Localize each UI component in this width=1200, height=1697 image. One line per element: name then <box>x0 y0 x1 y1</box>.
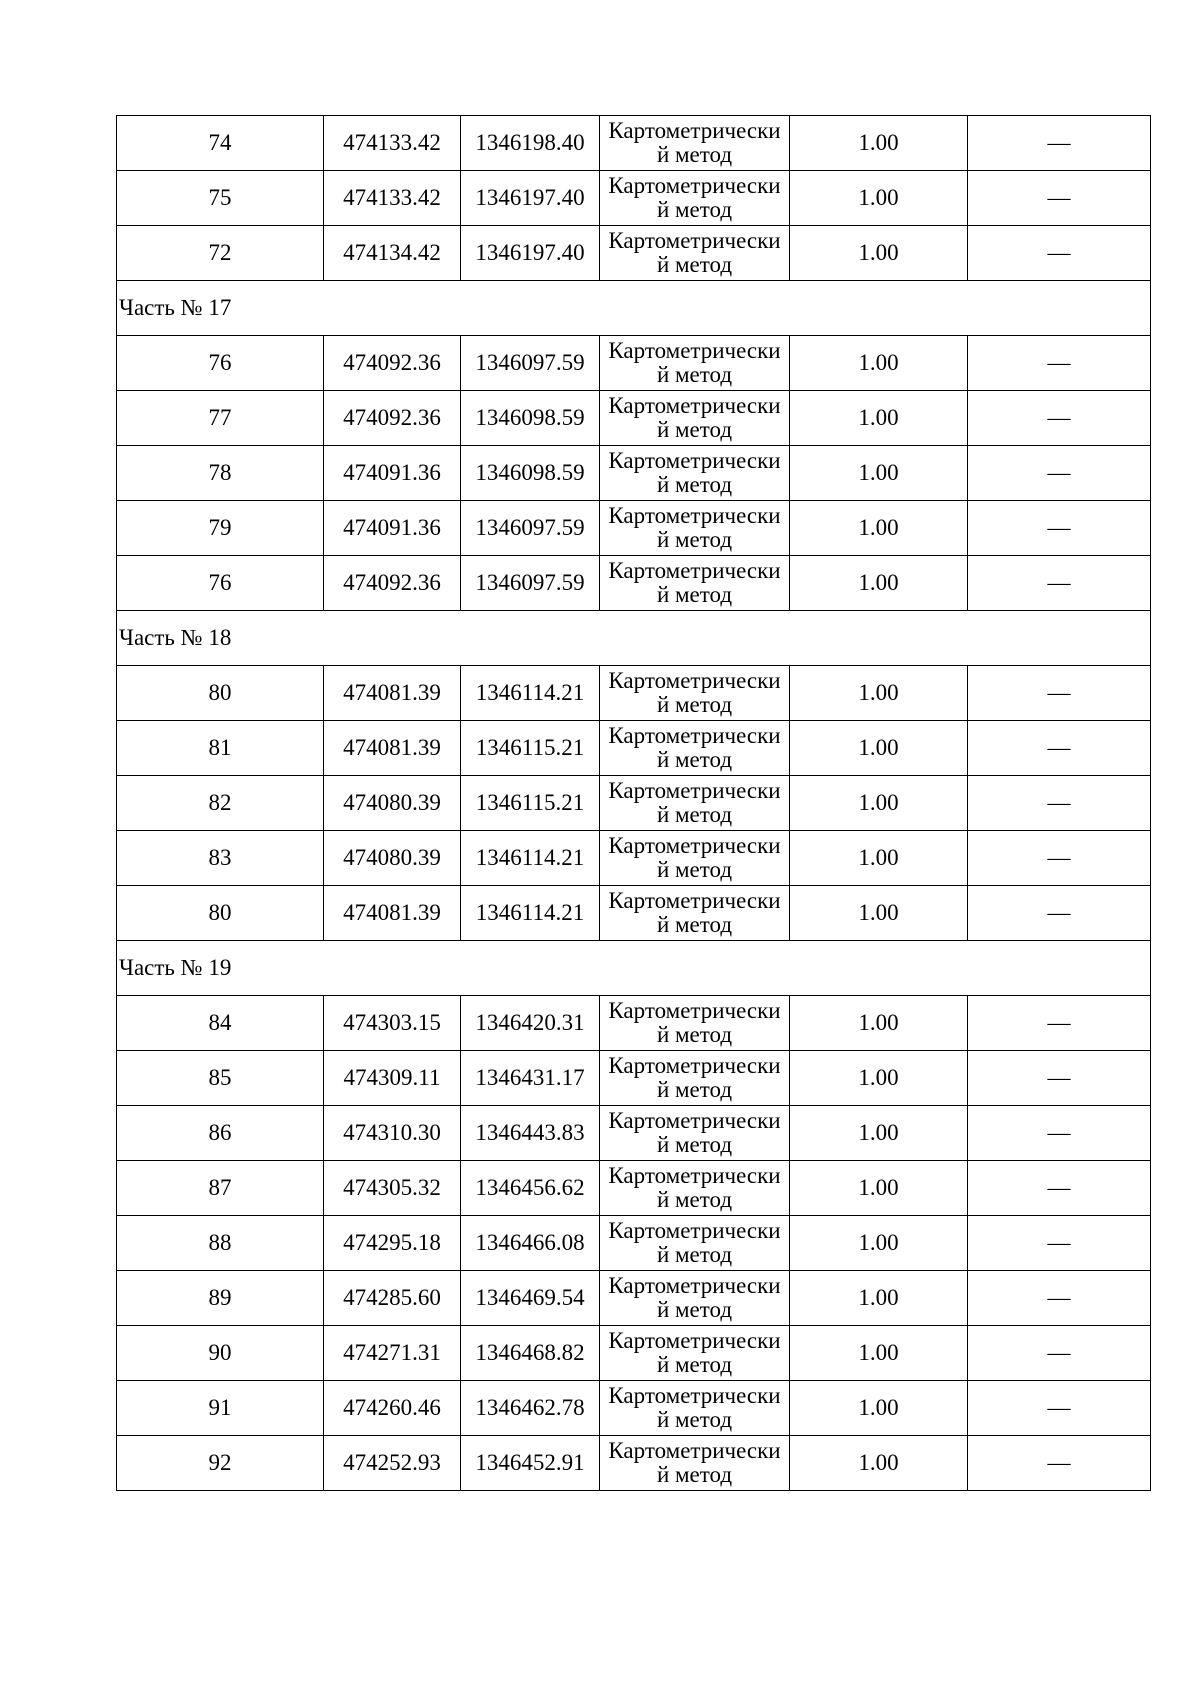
note-cell: — <box>968 446 1151 501</box>
point-number-cell: 82 <box>117 776 324 831</box>
method-cell <box>600 721 790 776</box>
method-line-1: Картометрически <box>608 502 781 528</box>
coord-y-cell: 1346114.21 <box>461 886 600 941</box>
table-row <box>117 226 1151 281</box>
precision-cell: 1.00 <box>790 721 968 776</box>
note-cell: — <box>968 1161 1151 1216</box>
precision-cell: 1.00 <box>790 1216 968 1271</box>
method-cell <box>600 1326 790 1381</box>
method-cell <box>600 831 790 886</box>
coord-x-cell: 474081.39 <box>324 886 461 941</box>
precision-cell: 1.00 <box>790 171 968 226</box>
coord-y-cell: 1346097.59 <box>461 501 600 556</box>
coord-x-cell: 474091.36 <box>324 446 461 501</box>
precision-cell: 1.00 <box>790 1436 968 1491</box>
method-line-1: Картометрически <box>608 997 781 1023</box>
note-cell: — <box>968 556 1151 611</box>
method-cell <box>600 1051 790 1106</box>
precision-cell: 1.00 <box>790 556 968 611</box>
coord-y-cell: 1346456.62 <box>461 1161 600 1216</box>
coord-y-cell: 1346420.31 <box>461 996 600 1051</box>
method-line-2: й метод <box>656 1022 733 1047</box>
method-cell <box>600 116 790 171</box>
point-number-cell: 79 <box>117 501 324 556</box>
note-cell: — <box>968 1381 1151 1436</box>
coord-x-cell: 474092.36 <box>324 336 461 391</box>
point-number-cell: 77 <box>117 391 324 446</box>
method-line-1: Картометрически <box>608 722 781 748</box>
point-number-cell: 80 <box>117 886 324 941</box>
method-line-1: Картометрически <box>608 1382 781 1408</box>
point-number-cell: 74 <box>117 116 324 171</box>
coord-x-cell: 474133.42 <box>324 116 461 171</box>
table-row <box>117 501 1151 556</box>
method-line-2: й метод <box>656 802 733 827</box>
coordinates-table <box>116 115 1151 1491</box>
method-line-1: Картометрически <box>608 777 781 803</box>
method-cell <box>600 226 790 281</box>
table-row <box>117 1381 1151 1436</box>
coord-x-cell: 474260.46 <box>324 1381 461 1436</box>
coord-y-cell: 1346114.21 <box>461 666 600 721</box>
note-cell: — <box>968 501 1151 556</box>
coord-x-cell: 474303.15 <box>324 996 461 1051</box>
part-header-row <box>117 941 1151 996</box>
method-cell <box>600 1381 790 1436</box>
point-number-cell: 88 <box>117 1216 324 1271</box>
coord-x-cell: 474134.42 <box>324 226 461 281</box>
note-cell: — <box>968 721 1151 776</box>
note-cell: — <box>968 886 1151 941</box>
method-cell <box>600 1216 790 1271</box>
method-line-2: й метод <box>656 1242 733 1267</box>
method-cell <box>600 1161 790 1216</box>
method-line-1: Картометрически <box>608 1217 781 1243</box>
coord-y-cell: 1346197.40 <box>461 226 600 281</box>
point-number-cell: 76 <box>117 336 324 391</box>
method-line-1: Картометрически <box>608 117 781 143</box>
table-row <box>117 1436 1151 1491</box>
method-cell <box>600 391 790 446</box>
method-line-1: Картометрически <box>608 1437 781 1463</box>
precision-cell: 1.00 <box>790 336 968 391</box>
method-line-1: Картометрически <box>608 1107 781 1133</box>
note-cell: — <box>968 226 1151 281</box>
coordinates-table-body <box>117 116 1151 1491</box>
precision-cell: 1.00 <box>790 1381 968 1436</box>
method-line-2: й метод <box>656 747 733 772</box>
point-number-cell: 84 <box>117 996 324 1051</box>
note-cell: — <box>968 336 1151 391</box>
method-cell <box>600 501 790 556</box>
method-line-2: й метод <box>656 1352 733 1377</box>
point-number-cell: 78 <box>117 446 324 501</box>
note-cell: — <box>968 116 1151 171</box>
method-line-2: й метод <box>656 1077 733 1102</box>
method-line-2: й метод <box>656 1187 733 1212</box>
method-line-1: Картометрически <box>608 832 781 858</box>
table-row <box>117 996 1151 1051</box>
point-number-cell: 89 <box>117 1271 324 1326</box>
coord-x-cell: 474080.39 <box>324 831 461 886</box>
point-number-cell: 87 <box>117 1161 324 1216</box>
note-cell: — <box>968 1271 1151 1326</box>
method-line-1: Картометрически <box>608 887 781 913</box>
point-number-cell: 85 <box>117 1051 324 1106</box>
table-row <box>117 391 1151 446</box>
method-line-1: Картометрически <box>608 1272 781 1298</box>
method-cell <box>600 996 790 1051</box>
method-cell <box>600 886 790 941</box>
table-row <box>117 1051 1151 1106</box>
coord-y-cell: 1346468.82 <box>461 1326 600 1381</box>
coord-x-cell: 474081.39 <box>324 666 461 721</box>
coord-y-cell: 1346452.91 <box>461 1436 600 1491</box>
coord-y-cell: 1346197.40 <box>461 171 600 226</box>
precision-cell: 1.00 <box>790 501 968 556</box>
table-row <box>117 1271 1151 1326</box>
coord-x-cell: 474310.30 <box>324 1106 461 1161</box>
coord-y-cell: 1346443.83 <box>461 1106 600 1161</box>
method-line-2: й метод <box>656 1297 733 1322</box>
table-row <box>117 446 1151 501</box>
method-line-1: Картометрически <box>608 227 781 253</box>
table-row <box>117 116 1151 171</box>
part-title: Часть № 17 <box>117 281 1151 336</box>
point-number-cell: 75 <box>117 171 324 226</box>
coord-x-cell: 474252.93 <box>324 1436 461 1491</box>
table-row <box>117 886 1151 941</box>
table-row <box>117 171 1151 226</box>
note-cell: — <box>968 1051 1151 1106</box>
table-row <box>117 1216 1151 1271</box>
table-row <box>117 1106 1151 1161</box>
part-header-row <box>117 611 1151 666</box>
coord-y-cell: 1346469.54 <box>461 1271 600 1326</box>
coord-x-cell: 474080.39 <box>324 776 461 831</box>
method-line-2: й метод <box>656 362 733 387</box>
coord-y-cell: 1346097.59 <box>461 336 600 391</box>
table-row <box>117 721 1151 776</box>
method-line-1: Картометрически <box>608 392 781 418</box>
coord-y-cell: 1346198.40 <box>461 116 600 171</box>
precision-cell: 1.00 <box>790 116 968 171</box>
coord-x-cell: 474092.36 <box>324 556 461 611</box>
coord-y-cell: 1346098.59 <box>461 391 600 446</box>
point-number-cell: 86 <box>117 1106 324 1161</box>
coord-y-cell: 1346114.21 <box>461 831 600 886</box>
method-line-2: й метод <box>656 857 733 882</box>
note-cell: — <box>968 996 1151 1051</box>
coord-y-cell: 1346115.21 <box>461 721 600 776</box>
coord-x-cell: 474092.36 <box>324 391 461 446</box>
coord-x-cell: 474295.18 <box>324 1216 461 1271</box>
coord-y-cell: 1346462.78 <box>461 1381 600 1436</box>
precision-cell: 1.00 <box>790 831 968 886</box>
part-title: Часть № 18 <box>117 611 1151 666</box>
method-line-2: й метод <box>656 142 733 167</box>
precision-cell: 1.00 <box>790 1271 968 1326</box>
point-number-cell: 92 <box>117 1436 324 1491</box>
point-number-cell: 72 <box>117 226 324 281</box>
method-line-2: й метод <box>656 252 733 277</box>
method-line-1: Картометрически <box>608 337 781 363</box>
method-line-2: й метод <box>656 417 733 442</box>
coord-y-cell: 1346431.17 <box>461 1051 600 1106</box>
method-cell <box>600 1436 790 1491</box>
coord-x-cell: 474285.60 <box>324 1271 461 1326</box>
method-cell <box>600 336 790 391</box>
method-cell <box>600 1106 790 1161</box>
method-line-2: й метод <box>656 692 733 717</box>
coord-x-cell: 474133.42 <box>324 171 461 226</box>
table-row <box>117 666 1151 721</box>
precision-cell: 1.00 <box>790 776 968 831</box>
point-number-cell: 91 <box>117 1381 324 1436</box>
part-header-row <box>117 281 1151 336</box>
note-cell: — <box>968 1326 1151 1381</box>
method-cell <box>600 666 790 721</box>
precision-cell: 1.00 <box>790 886 968 941</box>
method-line-2: й метод <box>656 1462 733 1487</box>
note-cell: — <box>968 1106 1151 1161</box>
precision-cell: 1.00 <box>790 1161 968 1216</box>
point-number-cell: 76 <box>117 556 324 611</box>
method-line-1: Картометрически <box>608 1052 781 1078</box>
table-row <box>117 336 1151 391</box>
note-cell: — <box>968 776 1151 831</box>
point-number-cell: 81 <box>117 721 324 776</box>
table-row <box>117 831 1151 886</box>
method-line-1: Картометрически <box>608 1327 781 1353</box>
method-line-2: й метод <box>656 1407 733 1432</box>
precision-cell: 1.00 <box>790 996 968 1051</box>
precision-cell: 1.00 <box>790 446 968 501</box>
note-cell: — <box>968 1216 1151 1271</box>
table-row <box>117 1161 1151 1216</box>
method-line-2: й метод <box>656 1132 733 1157</box>
note-cell: — <box>968 831 1151 886</box>
coord-y-cell: 1346466.08 <box>461 1216 600 1271</box>
coord-x-cell: 474081.39 <box>324 721 461 776</box>
coord-y-cell: 1346098.59 <box>461 446 600 501</box>
table-row <box>117 776 1151 831</box>
method-line-1: Картометрически <box>608 1162 781 1188</box>
table-row <box>117 556 1151 611</box>
precision-cell: 1.00 <box>790 1106 968 1161</box>
point-number-cell: 90 <box>117 1326 324 1381</box>
method-line-2: й метод <box>656 472 733 497</box>
note-cell: — <box>968 666 1151 721</box>
precision-cell: 1.00 <box>790 1051 968 1106</box>
method-line-2: й метод <box>656 582 733 607</box>
coord-x-cell: 474305.32 <box>324 1161 461 1216</box>
method-cell <box>600 171 790 226</box>
method-line-2: й метод <box>656 527 733 552</box>
method-cell <box>600 776 790 831</box>
note-cell: — <box>968 391 1151 446</box>
point-number-cell: 83 <box>117 831 324 886</box>
coord-y-cell: 1346097.59 <box>461 556 600 611</box>
note-cell: — <box>968 171 1151 226</box>
precision-cell: 1.00 <box>790 226 968 281</box>
method-line-1: Картометрически <box>608 557 781 583</box>
method-line-1: Картометрически <box>608 667 781 693</box>
coord-x-cell: 474091.36 <box>324 501 461 556</box>
note-cell: — <box>968 1436 1151 1491</box>
method-cell <box>600 556 790 611</box>
precision-cell: 1.00 <box>790 1326 968 1381</box>
method-line-1: Картометрически <box>608 172 781 198</box>
precision-cell: 1.00 <box>790 391 968 446</box>
point-number-cell: 80 <box>117 666 324 721</box>
coord-y-cell: 1346115.21 <box>461 776 600 831</box>
precision-cell: 1.00 <box>790 666 968 721</box>
method-line-1: Картометрически <box>608 447 781 473</box>
coord-x-cell: 474271.31 <box>324 1326 461 1381</box>
method-line-2: й метод <box>656 912 733 937</box>
method-line-2: й метод <box>656 197 733 222</box>
method-cell <box>600 1271 790 1326</box>
table-row <box>117 1326 1151 1381</box>
coord-x-cell: 474309.11 <box>324 1051 461 1106</box>
method-cell <box>600 446 790 501</box>
part-title: Часть № 19 <box>117 941 1151 996</box>
